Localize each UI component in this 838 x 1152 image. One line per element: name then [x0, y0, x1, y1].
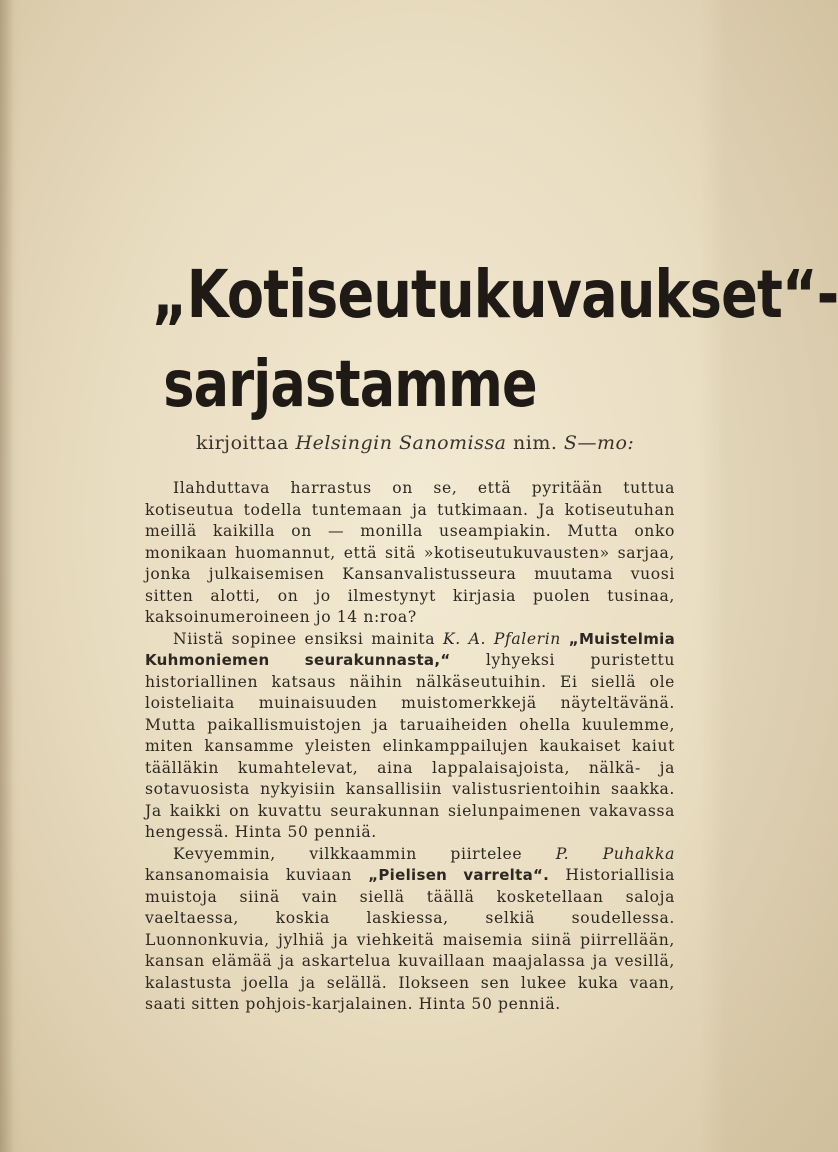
paragraph-2-pre: Niistä sopinee ensiksi mainita: [173, 629, 443, 648]
paragraph-2-book-title: „Muistelmia Kuhmoniemen seurakunnasta,“: [145, 629, 675, 669]
byline: [196, 432, 636, 454]
paragraph-3-book-title: „Pielisen varrelta“.: [368, 866, 550, 884]
paragraph-3-pre: Kevyemmin, vilkkaammin piirtelee: [173, 844, 556, 863]
paragraph-2: [145, 629, 675, 844]
paragraph-3-post: Historiallisia muistoja siinä vain siellä täällä kosketellaan saloja vaeltaessa, koskia laskiessa, selkiä soudellessa. Luonnonkuvia, jylhiä ja viehkeitä maisemia siinä piirrellään, kansan elämää ja askartelua kuvaillaan maajalassa ja vesillä, kalastusta joella ja selällä. Ilokseen sen lukee kuka vaan, saati sitten pohjois-karjalainen. Hinta 50 penniä.: [145, 866, 676, 1013]
paragraph-2-author: K. A. Pfalerin: [442, 629, 561, 648]
byline-signature: S—mo:: [563, 432, 635, 454]
article-body: [145, 478, 675, 1016]
paragraph-3-mid: kansanomaisia kuviaan: [145, 866, 369, 884]
paragraph-1: Ilahduttava harrastus on se, että pyritään tuttua kotiseutua todella tuntemaan ja tutkimaan. Ja kotiseutuhan meillä kaikilla on — monilla useampiakin. Mutta onko monikaan huomannut, että sitä »kotiseutukuvausten» sarjaa, jonka julkaisemisen Kansanvalistusseura muutama vuosi sitten alotti, on jo ilmestynyt kirjasia puolen tusinaa, kaksoinumeroineen jo 14 n:roa?: [145, 479, 675, 626]
article-title-line-1: „Kotiseutukuvaukset“-: [152, 256, 838, 333]
paragraph-3-author: P. Puhakka: [555, 844, 675, 863]
article-title-line-2: sarjastamme: [163, 348, 537, 422]
paragraph-2-space: [561, 630, 569, 648]
byline-middle: nim.: [506, 432, 564, 454]
byline-prefix: kirjoittaa: [196, 432, 296, 454]
byline-source: Helsingin Sanomissa: [295, 432, 507, 454]
paragraph-2-post: lyhyeksi puristettu historiallinen katsaus näihin nälkäseutuihin. Ei siellä ole loisteliaita muinaisuuden muistomerkkejä näyteltävänä. Mutta paikallismuistojen ja taruaiheiden ohella kuulemme, miten kansamme yleisten elinkamppailujen kaukaiset kaiut täälläkin kumahtelevat, aina lappalaisajoista, nälkä- ja sotavuosista nykyisiin kansallisiin valistusrientoihin saakka. Ja kaikki on kuvattu seurakunnan sielunpaimenen vakavassa hengessä. Hinta 50 penniä.: [145, 651, 675, 841]
page-fold-shadow: [0, 0, 14, 1152]
paragraph-3: [145, 844, 675, 1016]
